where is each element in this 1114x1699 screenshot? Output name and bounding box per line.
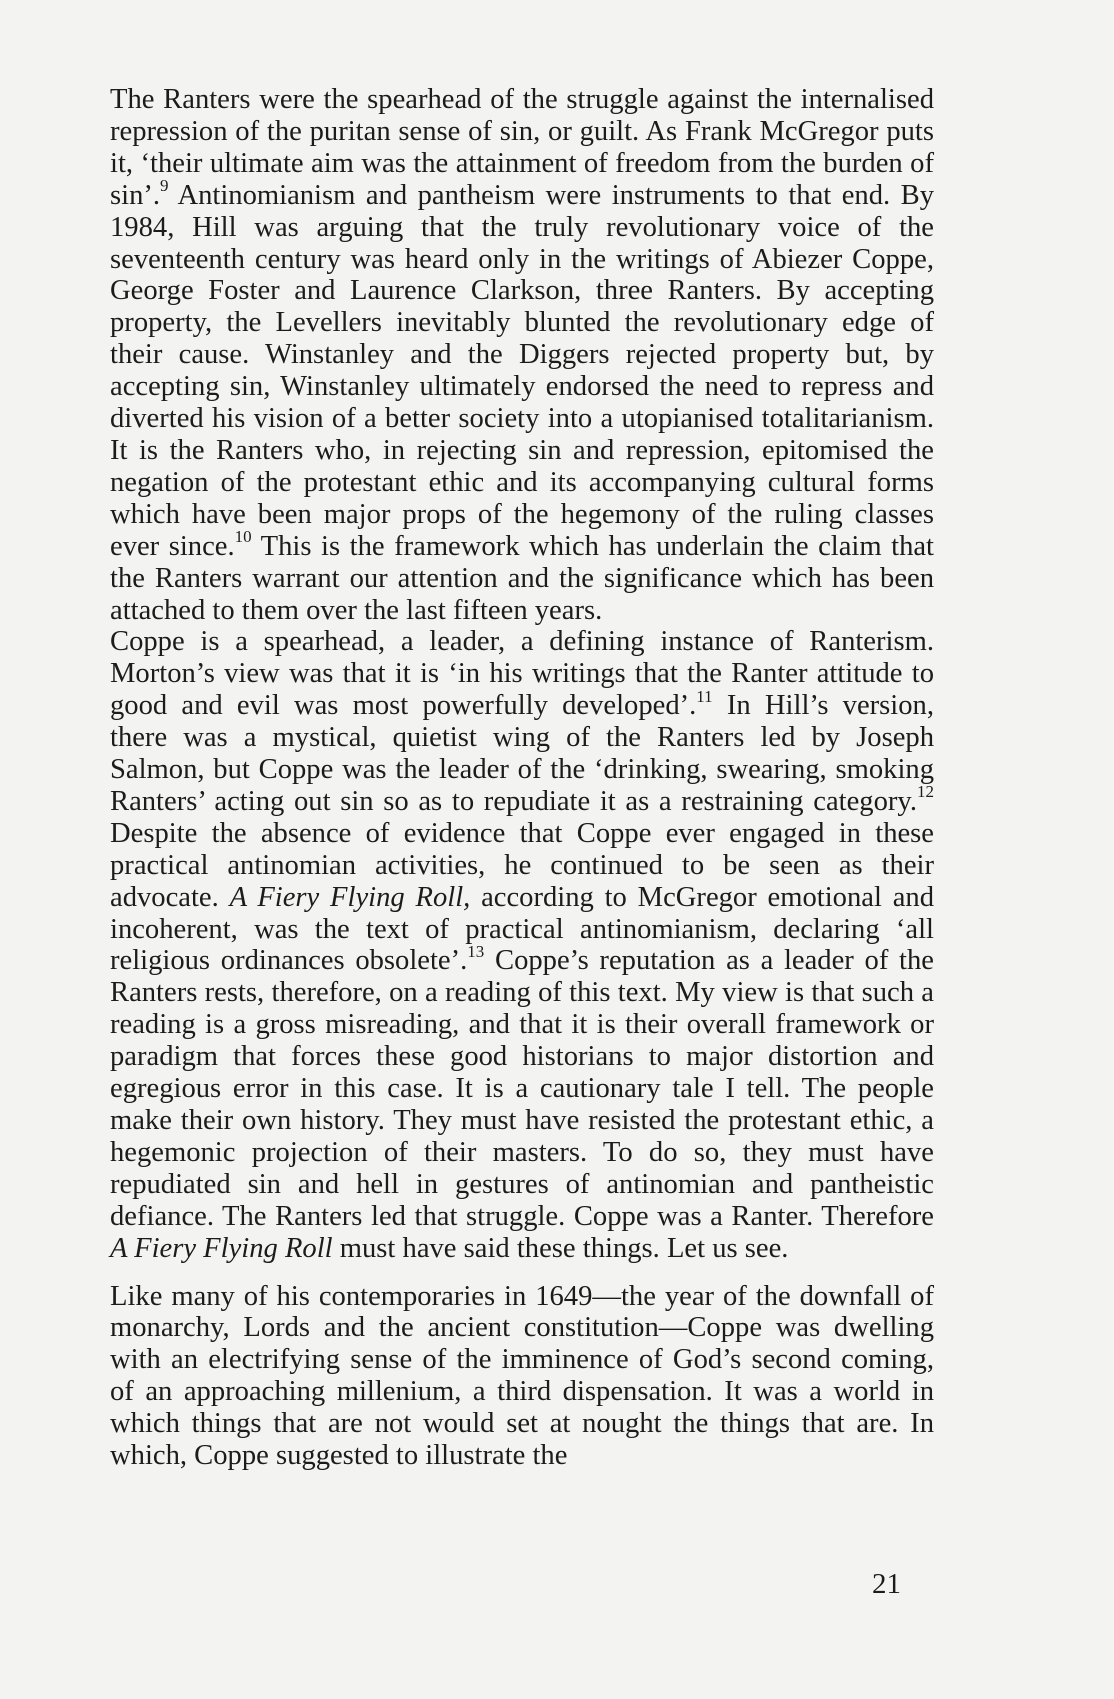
footnote-ref: 10 [234, 527, 252, 547]
italic-title: A Fiery Flying Roll, [229, 881, 471, 913]
paragraph-1 [110, 84, 934, 626]
text-segment: must have said these things. Let us see. [332, 1232, 789, 1264]
footnote-ref: 13 [467, 941, 485, 961]
italic-title: A Fiery Flying Roll [110, 1232, 333, 1264]
text-segment: Despite the absence of evidence that Coppe ever engaged in these practical antinomian activities, he continued to be seen as their advocate. [110, 817, 934, 913]
page-number: 21 [872, 1568, 901, 1600]
text-segment: Coppe’s reputation as a leader of the Ranters rests, therefore, on a reading of this text. My view is that such a reading is a gross misreading, and that it is their overall framework or paradigm that forces these good historians to major distortion and egregious error in this case. It is a cautionary tale I tell. The people make their own history. They must have resisted the protestant ethic, a hegemonic projection of their masters. To do so, they must have repudiated sin and hell in gestures of antinomian and pantheistic defiance. The Ranters led that struggle. Coppe was a Ranter. Therefore [110, 945, 934, 1232]
paragraph-3 [110, 1281, 934, 1472]
footnote-ref: 12 [917, 782, 934, 802]
text-segment: Coppe is a spearhead, a leader, a defining instance of Ranterism. Morton’s view was that it is ‘in his writings that the Ranter attitude to good and evil was most powerfully developed’. [110, 626, 934, 722]
paragraph-2 [110, 626, 934, 1264]
text-segment: according to McGregor emotional and incoherent, was the text of practical antinomianism, declaring ‘all religious ordinances obsolete’. [110, 881, 934, 977]
footnote-ref: 9 [160, 176, 169, 196]
text-segment: This is the framework which has underlain the claim that the Ranters warrant our attention and the significance which has been attached to them over the last fifteen years. [110, 530, 934, 626]
text-segment: Like many of his contemporaries in 1649—the year of the downfall of monarchy, Lords and the ancient constitution—Coppe was dwelling with an electrifying sense of the imminence of God’s second coming, of an approaching millenium, a third dispensation. It was a world in which things that are not would set at nought the things that are. In which, Coppe suggested to illustrate the [110, 1280, 934, 1472]
footnote-ref: 11 [696, 686, 713, 706]
body-text [110, 84, 934, 1472]
text-segment: Antinomianism and pantheism were instruments to that end. By 1984, Hill was arguing that the truly revolutionary voice of the seventeenth century was heard only in the writings of Abiezer Coppe, George Foster and Laurence Clarkson, three Ranters. By accepting property, the Levellers inevitably blunted the revolutionary edge of their cause. Winstanley and the Diggers rejected property but, by accepting sin, Winstanley ultimately endorsed the need to repress and diverted his vision of a better society into a utopianised totalitarianism. It is the Ranters who, in rejecting sin and repression, epitomised the negation of the protestant ethic and its accompanying cultural forms which have been major props of the hegemony of the ruling classes ever since. [110, 179, 934, 562]
text-segment: The Ranters were the spearhead of the struggle against the internalised repression of the puritan sense of sin, or guilt. As Frank McGregor puts it, ‘their ultimate aim was the attainment of freedom from the burden of sin’. [110, 84, 934, 211]
text-segment: In Hill’s version, there was a mystical, quietist wing of the Ranters led by Joseph Salmon, but Coppe was the leader of the ‘drinking, swearing, smoking Ranters’ acting out sin so as to repudiate it as a restraining category. [110, 690, 934, 817]
